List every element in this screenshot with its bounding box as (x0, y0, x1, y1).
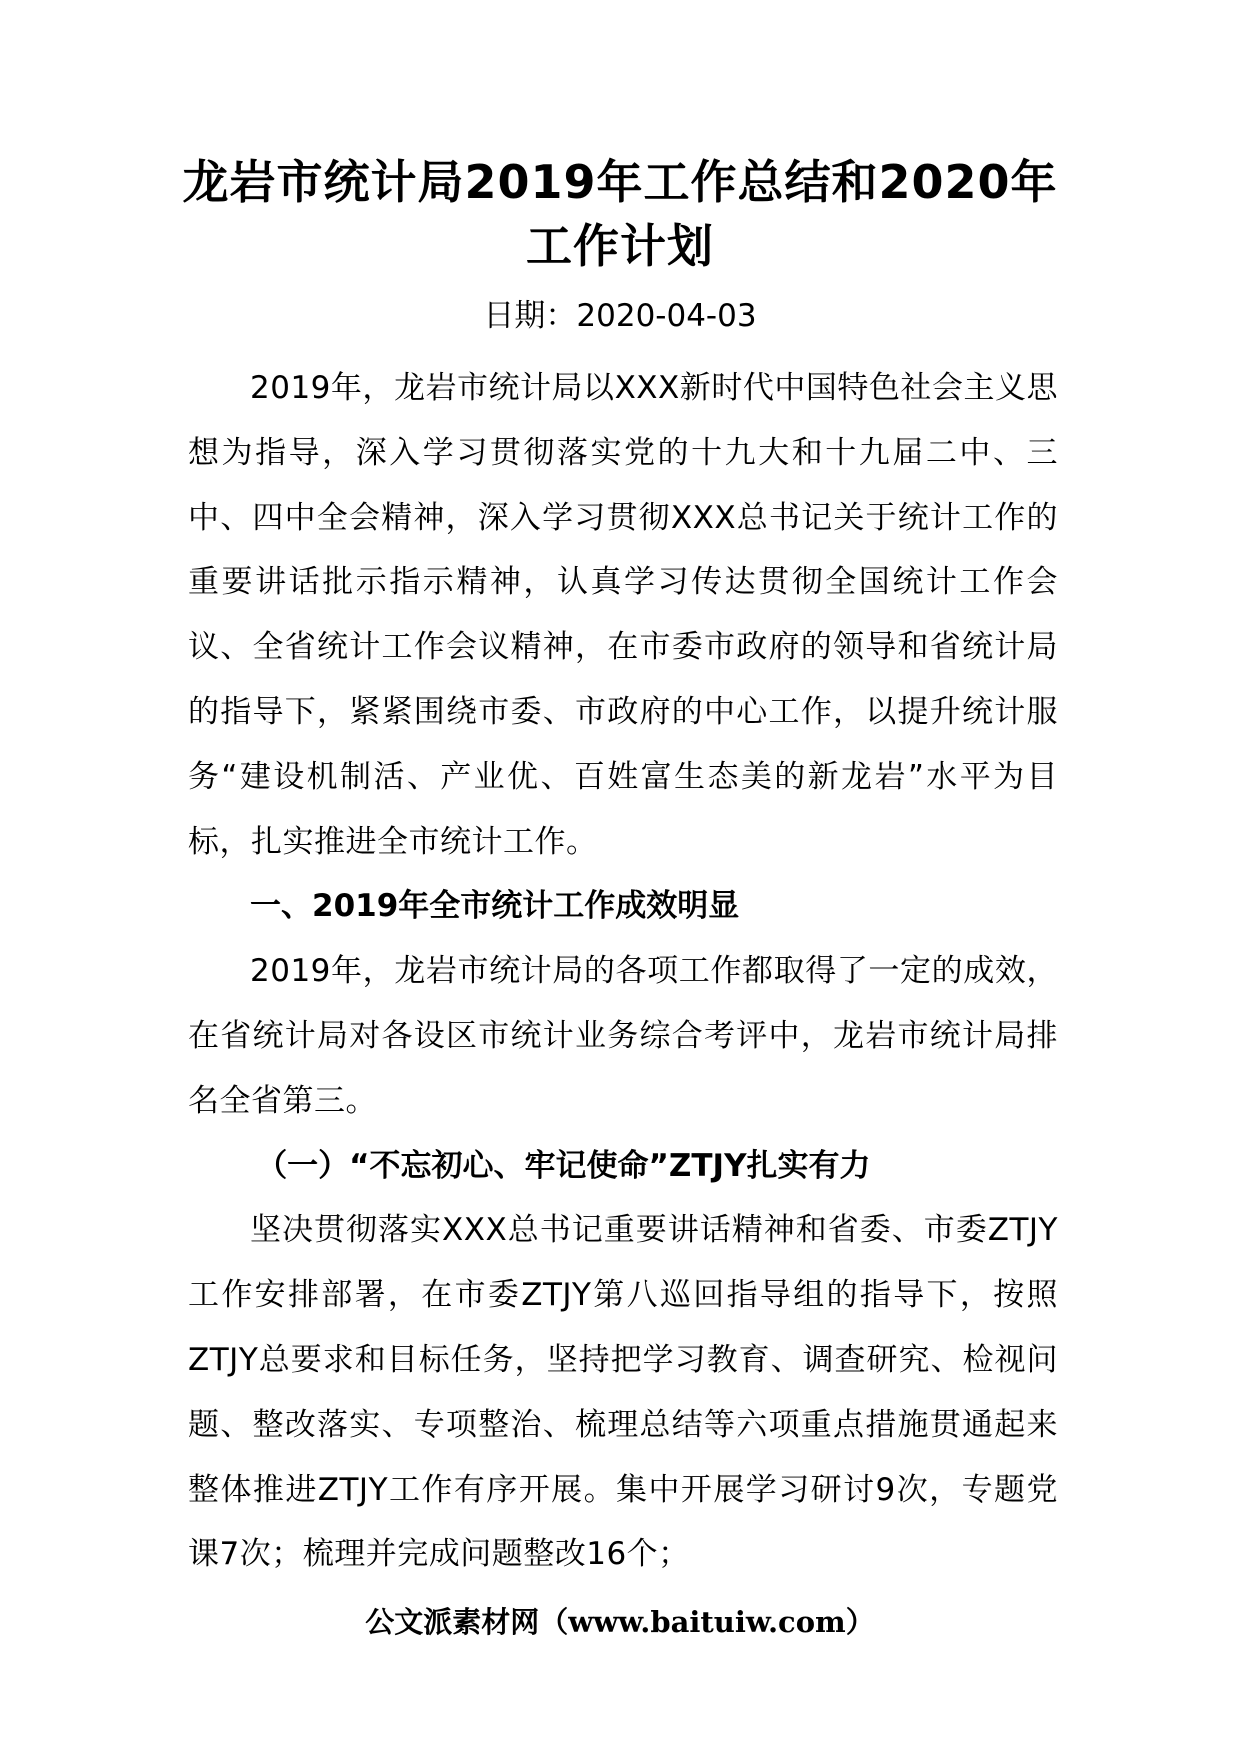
document-date: 日期：2020-04-03 (483, 298, 757, 334)
subsection-heading: （一）“不忘初心、牢记使命”ZTJY扎实有力 (256, 1147, 871, 1184)
section-heading: 一、2019年全市统计工作成效明显 (250, 888, 740, 925)
source-watermark: 公文派素材网（www.baituiw.com） (365, 1605, 875, 1639)
document-title: 龙岩市统计局2019年工作总结和2020年工作计划 (182, 155, 1058, 273)
paragraph-achievements: 2019年，龙岩市统计局的各项工作都取得了一定的成效，在省统计局对各设区市统计业务综合考评中，龙岩市统计局排名全省第三。 (188, 953, 1058, 1119)
paragraph-ztjy: 坚决贯彻落实XXX总书记重要讲话精神和省委、市委ZTJY工作安排部署，在市委ZTJY第八巡回指导组的指导下，按照ZTJY总要求和目标任务，坚持把学习教育、调查研究、检视问题、整改落实、专项整治、梳理总结等六项重点措施贯通起来整体推进ZTJY工作有序开展。集中开展学习研讨9次，专题党课7次；梳理并完成问题整改16个； (188, 1212, 1058, 1573)
paragraph-intro: 2019年，龙岩市统计局以XXX新时代中国特色社会主义思想为指导，深入学习贯彻落实党的十九大和十九届二中、三中、四中全会精神，深入学习贯彻XXX总书记关于统计工作的重要讲话批示指示精神，认真学习传达贯彻全国统计工作会议、全省统计工作会议精神，在市委市政府的领导和省统计局的指导下，紧紧围绕市委、市政府的中心工作，以提升统计服务“建设机制活、产业优、百姓富生态美的新龙岩”水平为目标，扎实推进全市统计工作。 (188, 370, 1058, 860)
document-body (188, 356, 1058, 1587)
